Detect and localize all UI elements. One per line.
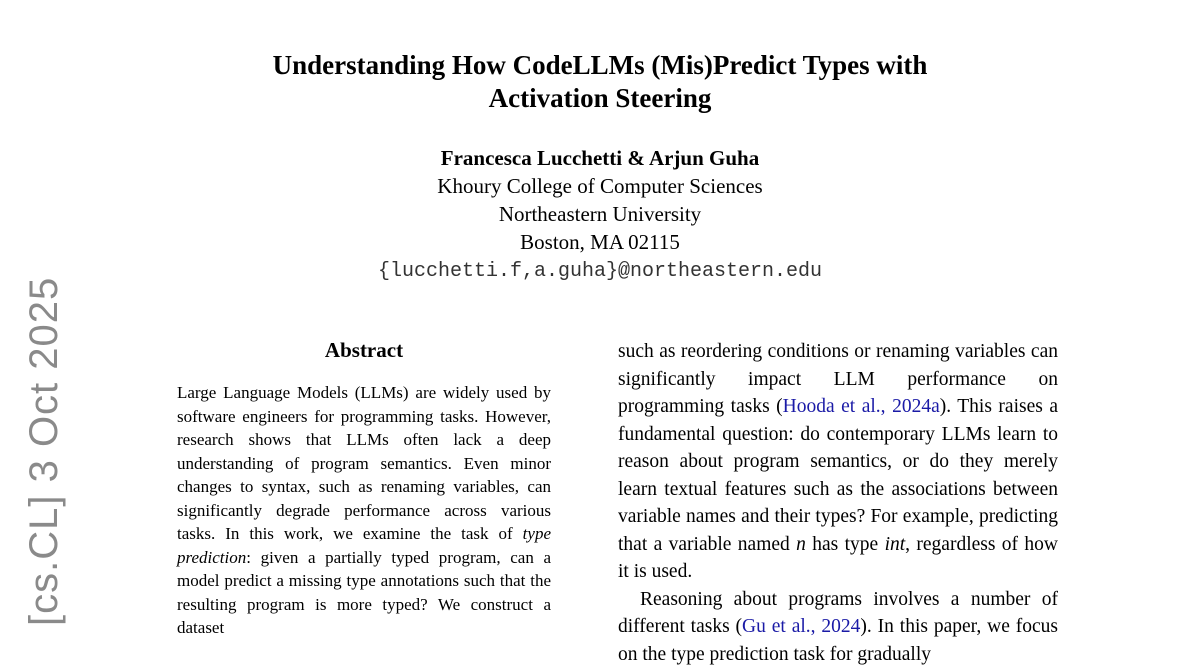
intro-text: we focus on the type prediction task for gradually — [618, 616, 1058, 665]
intro-text: ). In this paper, — [860, 616, 981, 637]
intro-text: ). This raises a fundamental question: do contemporary LLMs learn to reason about program semantics, or do they merely learn textual features such as the associations between variable names and their types? For example, predicting that a variable named — [618, 396, 1058, 555]
intro-text: , regardless of how it is used. — [618, 534, 1058, 583]
intro-text: Reasoning about programs involves a number of different tasks ( — [618, 589, 1058, 638]
affiliation-line-3: Boston, MA 02115 — [0, 228, 1200, 256]
arxiv-stamp: [cs.CL] 3 Oct 2025 — [24, 277, 64, 626]
intro-column — [618, 338, 1058, 668]
abstract-text-2: : given a partially typed program, can a model predict a missing type annotations such that the resulting program is more typed? We construct a dataset — [177, 548, 551, 638]
intro-text: such as reordering conditions or renaming variables can significantly impact LLM performance on programming tasks ( — [618, 341, 1058, 417]
affiliation-line-1: Khoury College of Computer Sciences — [0, 172, 1200, 200]
title-line-2: Activation Steering — [0, 82, 1200, 115]
intro-text: has type — [806, 534, 885, 555]
abstract-italic-term: type prediction — [177, 524, 551, 567]
intro-variable: n — [796, 534, 806, 555]
citation-link-gu[interactable]: Gu et al., 2024 — [742, 616, 860, 637]
authors: Francesca Lucchetti & Arjun Guha — [0, 144, 1200, 172]
affiliation-line-2: Northeastern University — [0, 200, 1200, 228]
author-email: {lucchetti.f,a.guha}@northeastern.edu — [0, 258, 1200, 286]
abstract-heading: Abstract — [177, 338, 551, 363]
intro-type: int — [885, 534, 906, 555]
abstract-text-1: Large Language Models (LLMs) are widely used by software engineers for programming tasks. However, research shows that LLMs often lack a deep understanding of program semantics. Even minor changes to syntax, such as renaming variables, can significantly degrade performance across various tasks. In this work, we examine the task of — [177, 383, 551, 543]
intro-paragraph-2 — [618, 586, 1058, 668]
citation-link-hooda[interactable]: Hooda et al., 2024a — [783, 396, 940, 417]
abstract-body — [177, 381, 551, 640]
title-line-1: Understanding How CodeLLMs (Mis)Predict Types with — [0, 49, 1200, 82]
paper-title — [0, 49, 1200, 115]
abstract-paragraph — [177, 381, 551, 640]
intro-paragraph-1 — [618, 338, 1058, 586]
